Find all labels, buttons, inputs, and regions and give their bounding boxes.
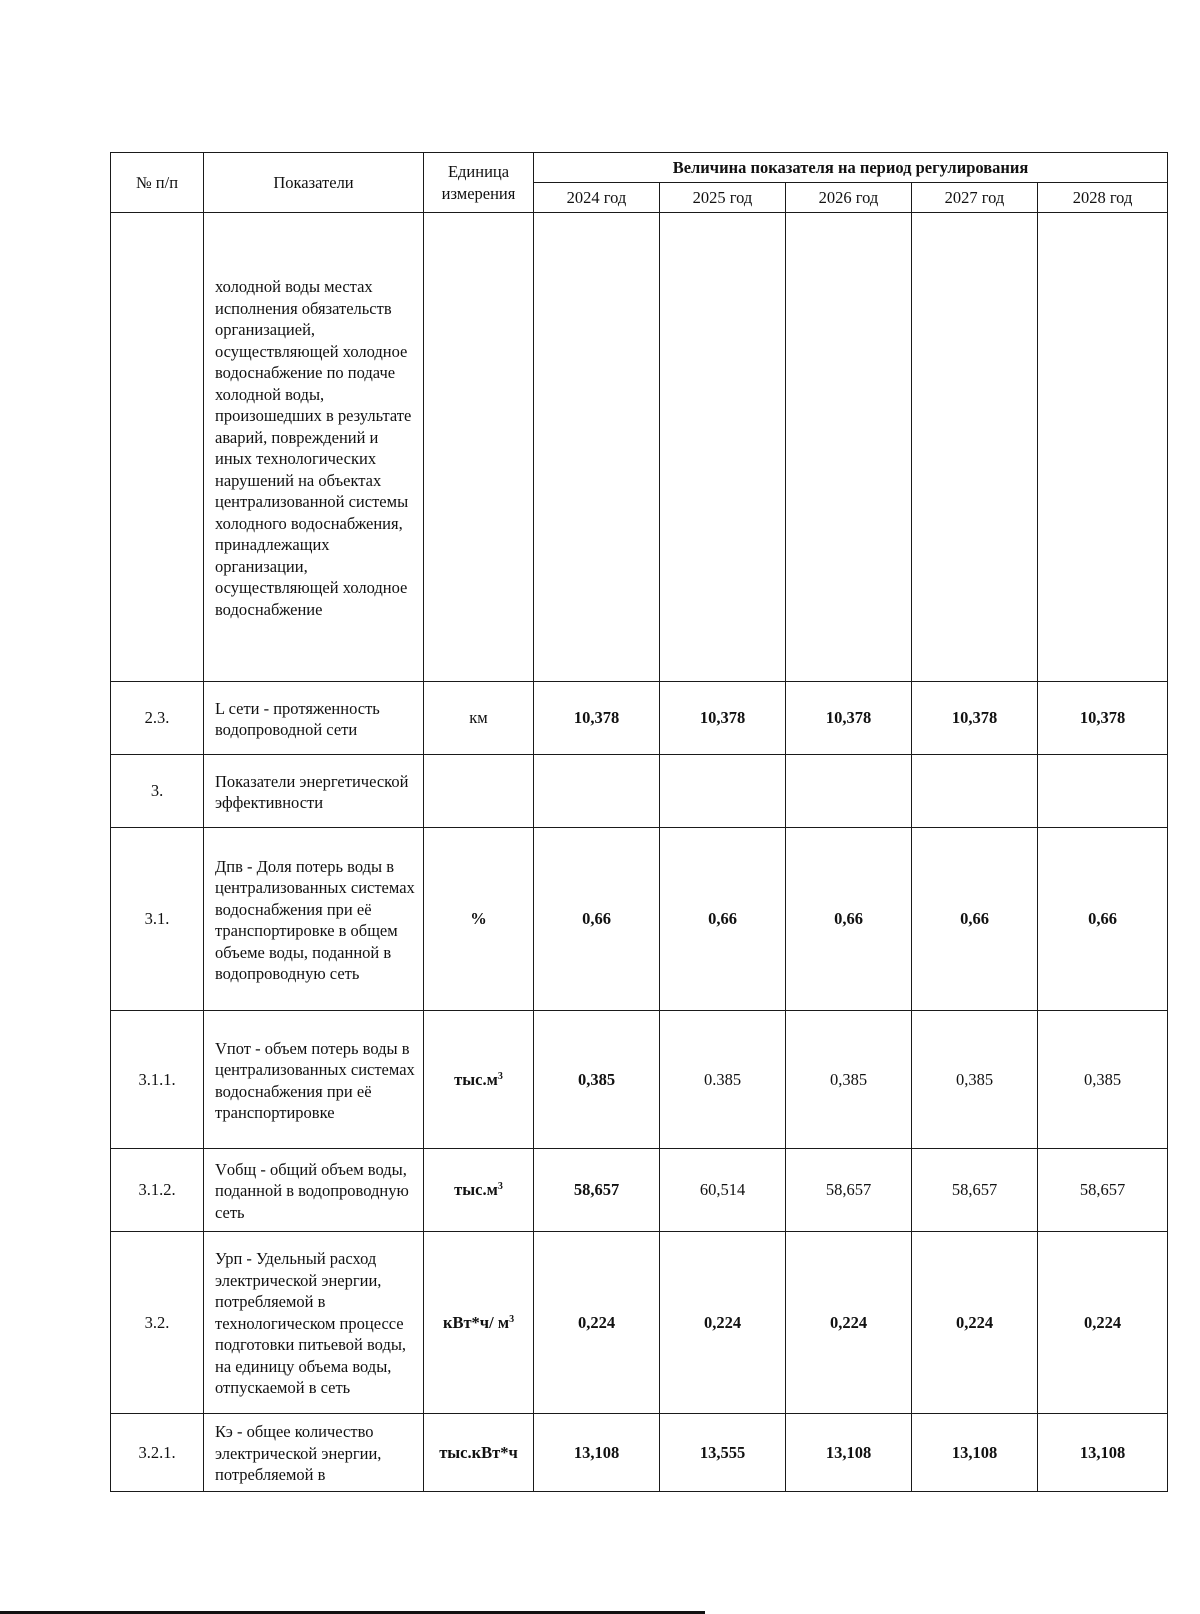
row-num: 3.1.: [111, 828, 204, 1011]
row-unit-text: тыс.м: [454, 1180, 498, 1200]
row-value: 0,224: [660, 1232, 786, 1414]
row-value: 0,224: [912, 1232, 1038, 1414]
row-value: 60,514: [660, 1149, 786, 1232]
row-value: 0,224: [534, 1232, 660, 1414]
table-body: [111, 213, 1168, 1492]
row-value: 13,108: [534, 1414, 660, 1492]
row-value: 10,378: [534, 682, 660, 755]
row-value: 58,657: [786, 1149, 912, 1232]
header-period: Величина показателя на период регулирования: [534, 153, 1168, 183]
header-unit: [424, 153, 534, 213]
row-indicator: Урп - Удельный расход электрической энергии, потребляемой в технологическом процессе подготовки питьевой воды, на единицу объема воды, отпускаемой в сеть: [204, 1232, 424, 1414]
header-indicator: Показатели: [204, 153, 424, 213]
row-value: 58,657: [912, 1149, 1038, 1232]
row-indicator: Дпв - Доля потерь воды в централизованных системах водоснабжения при её транспортировке в общем объеме воды, поданной в водопроводную сеть: [204, 828, 424, 1011]
row-value: 0,385: [912, 1011, 1038, 1149]
row-unit: км: [424, 682, 534, 755]
row-indicator: Vобщ - общий объем воды, поданной в водопроводную сеть: [204, 1149, 424, 1232]
row-value: 0,66: [786, 828, 912, 1011]
row-value: 0,66: [912, 828, 1038, 1011]
row-indicator: Кэ - общее количество электрической энергии, потребляемой в: [204, 1414, 424, 1492]
row-value: 13,555: [660, 1414, 786, 1492]
row-unit: тыс.кВт*ч: [424, 1414, 534, 1492]
row-value: [534, 755, 660, 828]
indicators-table: [110, 152, 1168, 1492]
row-num: 3.2.: [111, 1232, 204, 1414]
row-value: 0.385: [660, 1011, 786, 1149]
row-value: 0,224: [1038, 1232, 1168, 1414]
row-value: 10,378: [912, 682, 1038, 755]
row-value: 0,385: [786, 1011, 912, 1149]
row-value: 58,657: [1038, 1149, 1168, 1232]
table-row: [111, 828, 1168, 1011]
row-value: [534, 213, 660, 682]
row-value: [1038, 755, 1168, 828]
header-year: 2026 год: [786, 183, 912, 213]
row-num: 2.3.: [111, 682, 204, 755]
row-num: [111, 213, 204, 682]
table-row: [111, 1232, 1168, 1414]
row-indicator: L сети - протяженность водопроводной сети: [204, 682, 424, 755]
row-unit-text: кВт*ч/ м: [442, 1312, 510, 1332]
header-year: 2024 год: [534, 183, 660, 213]
row-value: 13,108: [912, 1414, 1038, 1492]
row-unit: %: [424, 828, 534, 1011]
row-num: 3.: [111, 755, 204, 828]
row-unit: [424, 1011, 534, 1149]
header-year: 2028 год: [1038, 183, 1168, 213]
table-row: [111, 213, 1168, 682]
row-value: 58,657: [534, 1149, 660, 1232]
row-indicator: холодной воды местах исполнения обязательств организацией, осуществляющей холодное водоснабжение по подаче холодной воды, произошедших в результате аварий, повреждений и иных технологических нарушений на объектах централизованной системы холодного водоснабжения, принадлежащих организации, осуществляющей холодное водоснабжение: [204, 213, 424, 682]
table-row: [111, 682, 1168, 755]
row-value: [1038, 213, 1168, 682]
row-unit: [424, 755, 534, 828]
row-value: 0,66: [534, 828, 660, 1011]
table-row: [111, 755, 1168, 828]
row-value: 0,66: [660, 828, 786, 1011]
row-value: 0,385: [1038, 1011, 1168, 1149]
row-value: 13,108: [1038, 1414, 1168, 1492]
row-value: 10,378: [660, 682, 786, 755]
row-value: 10,378: [1038, 682, 1168, 755]
row-num: 3.2.1.: [111, 1414, 204, 1492]
row-value: 0,66: [1038, 828, 1168, 1011]
row-value: [660, 213, 786, 682]
row-indicator: Показатели энергетической эффективности: [204, 755, 424, 828]
header-year: 2027 год: [912, 183, 1038, 213]
row-num: 3.1.2.: [111, 1149, 204, 1232]
row-value: 0,385: [534, 1011, 660, 1149]
row-unit: [424, 1232, 534, 1414]
row-value: [912, 213, 1038, 682]
row-unit: [424, 1149, 534, 1232]
table-header: [111, 153, 1168, 213]
row-value: [912, 755, 1038, 828]
table-row: [111, 1149, 1168, 1232]
unit-superscript: 3: [497, 1070, 503, 1082]
row-value: [786, 213, 912, 682]
row-value: 10,378: [786, 682, 912, 755]
row-unit-text: тыс.м: [454, 1069, 498, 1089]
unit-superscript: 3: [509, 1313, 515, 1325]
row-value: 0,224: [786, 1232, 912, 1414]
header-unit-label: Единица измерения: [441, 162, 516, 203]
row-value: [660, 755, 786, 828]
table-row: [111, 1414, 1168, 1492]
row-value: [786, 755, 912, 828]
table-row: [111, 1011, 1168, 1149]
header-num: № п/п: [111, 153, 204, 213]
row-value: 13,108: [786, 1414, 912, 1492]
row-indicator: Vпот - объем потерь воды в централизованных системах водоснабжения при её транспортировке: [204, 1011, 424, 1149]
unit-superscript: 3: [497, 1181, 503, 1193]
header-year: 2025 год: [660, 183, 786, 213]
row-num: 3.1.1.: [111, 1011, 204, 1149]
row-unit: [424, 213, 534, 682]
